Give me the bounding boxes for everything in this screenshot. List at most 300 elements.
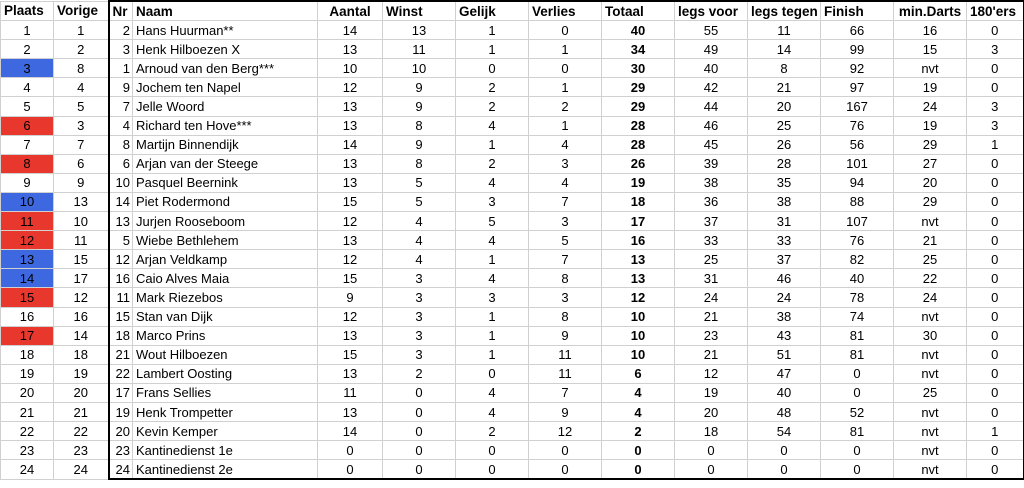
cell-vorige: 5: [54, 97, 109, 116]
cell-legs-voor: 49: [675, 40, 748, 59]
cell-180ers: 0: [967, 59, 1024, 78]
table-row: [1, 345, 1024, 364]
cell-vorige: 1: [54, 21, 109, 40]
cell-plaats: 2: [1, 40, 54, 59]
cell-finish: 92: [821, 59, 894, 78]
cell-gelijk: 1: [456, 250, 529, 269]
cell-plaats: 23: [1, 441, 54, 460]
cell-legs-tegen: 33: [748, 231, 821, 250]
cell-totaal: 18: [602, 192, 675, 211]
cell-vorige: 12: [54, 288, 109, 307]
cell-aantal: 12: [318, 78, 383, 97]
cell-nr: 16: [109, 269, 133, 288]
cell-vorige: 19: [54, 364, 109, 383]
cell-winst: 11: [383, 40, 456, 59]
cell-finish: 81: [821, 422, 894, 441]
cell-180ers: 3: [967, 40, 1024, 59]
cell-min-darts: nvt: [894, 441, 967, 460]
cell-winst: 4: [383, 250, 456, 269]
cell-min-darts: 24: [894, 288, 967, 307]
cell-finish: 97: [821, 78, 894, 97]
cell-legs-tegen: 48: [748, 402, 821, 421]
cell-legs-tegen: 51: [748, 345, 821, 364]
cell-verlies: 3: [529, 288, 602, 307]
cell-totaal: 12: [602, 288, 675, 307]
cell-finish: 78: [821, 288, 894, 307]
cell-vorige: 6: [54, 154, 109, 173]
table-row: [1, 21, 1024, 40]
cell-naam: Wiebe Bethlehem: [133, 231, 318, 250]
header-finish: Finish: [821, 1, 894, 21]
cell-plaats: 9: [1, 173, 54, 192]
cell-180ers: 1: [967, 135, 1024, 154]
cell-nr: 6: [109, 154, 133, 173]
cell-nr: 19: [109, 402, 133, 421]
cell-180ers: 0: [967, 154, 1024, 173]
cell-min-darts: nvt: [894, 402, 967, 421]
cell-legs-tegen: 54: [748, 422, 821, 441]
cell-totaal: 28: [602, 135, 675, 154]
cell-180ers: 0: [967, 441, 1024, 460]
cell-verlies: 1: [529, 116, 602, 135]
cell-legs-tegen: 35: [748, 173, 821, 192]
header-legs-voor: legs voor: [675, 1, 748, 21]
cell-verlies: 8: [529, 307, 602, 326]
cell-legs-voor: 39: [675, 154, 748, 173]
cell-gelijk: 0: [456, 441, 529, 460]
cell-naam: Mark Riezebos: [133, 288, 318, 307]
cell-plaats: 5: [1, 97, 54, 116]
cell-min-darts: nvt: [894, 364, 967, 383]
cell-aantal: 14: [318, 21, 383, 40]
cell-legs-voor: 31: [675, 269, 748, 288]
cell-totaal: 40: [602, 21, 675, 40]
cell-min-darts: 24: [894, 97, 967, 116]
cell-legs-tegen: 38: [748, 307, 821, 326]
cell-finish: 0: [821, 460, 894, 480]
cell-nr: 18: [109, 326, 133, 345]
cell-aantal: 9: [318, 288, 383, 307]
cell-180ers: 1: [967, 422, 1024, 441]
table-row: [1, 97, 1024, 116]
cell-min-darts: 25: [894, 383, 967, 402]
cell-finish: 74: [821, 307, 894, 326]
cell-winst: 10: [383, 59, 456, 78]
cell-plaats: 19: [1, 364, 54, 383]
cell-legs-tegen: 14: [748, 40, 821, 59]
cell-finish: 56: [821, 135, 894, 154]
cell-min-darts: nvt: [894, 212, 967, 231]
cell-winst: 0: [383, 441, 456, 460]
cell-legs-voor: 0: [675, 441, 748, 460]
cell-nr: 22: [109, 364, 133, 383]
cell-finish: 88: [821, 192, 894, 211]
cell-totaal: 29: [602, 78, 675, 97]
cell-finish: 82: [821, 250, 894, 269]
cell-verlies: 4: [529, 135, 602, 154]
cell-vorige: 9: [54, 173, 109, 192]
cell-plaats: 7: [1, 135, 54, 154]
cell-finish: 52: [821, 402, 894, 421]
cell-nr: 10: [109, 173, 133, 192]
cell-180ers: 0: [967, 288, 1024, 307]
cell-min-darts: nvt: [894, 345, 967, 364]
cell-gelijk: 2: [456, 78, 529, 97]
cell-finish: 0: [821, 383, 894, 402]
cell-totaal: 29: [602, 97, 675, 116]
table-row: [1, 173, 1024, 192]
cell-verlies: 2: [529, 97, 602, 116]
cell-min-darts: 22: [894, 269, 967, 288]
cell-legs-voor: 44: [675, 97, 748, 116]
cell-winst: 8: [383, 116, 456, 135]
table-row: [1, 78, 1024, 97]
table-row: [1, 402, 1024, 421]
cell-totaal: 4: [602, 383, 675, 402]
table-row: [1, 422, 1024, 441]
cell-legs-tegen: 8: [748, 59, 821, 78]
cell-legs-tegen: 43: [748, 326, 821, 345]
cell-verlies: 3: [529, 154, 602, 173]
cell-aantal: 13: [318, 173, 383, 192]
cell-legs-tegen: 40: [748, 383, 821, 402]
cell-legs-voor: 12: [675, 364, 748, 383]
header-legs-tegen: legs tegen: [748, 1, 821, 21]
cell-plaats: 24: [1, 460, 54, 480]
cell-legs-tegen: 26: [748, 135, 821, 154]
cell-verlies: 9: [529, 402, 602, 421]
cell-nr: 11: [109, 288, 133, 307]
cell-aantal: 15: [318, 345, 383, 364]
cell-min-darts: 29: [894, 192, 967, 211]
cell-nr: 5: [109, 231, 133, 250]
cell-verlies: 12: [529, 422, 602, 441]
cell-legs-voor: 40: [675, 59, 748, 78]
cell-legs-tegen: 28: [748, 154, 821, 173]
cell-nr: 3: [109, 40, 133, 59]
cell-vorige: 20: [54, 383, 109, 402]
cell-naam: Henk Trompetter: [133, 402, 318, 421]
cell-180ers: 0: [967, 364, 1024, 383]
table-row: [1, 116, 1024, 135]
cell-totaal: 13: [602, 250, 675, 269]
cell-legs-voor: 42: [675, 78, 748, 97]
header-180ers: 180'ers: [967, 1, 1024, 21]
cell-180ers: 3: [967, 116, 1024, 135]
cell-aantal: 13: [318, 40, 383, 59]
cell-totaal: 26: [602, 154, 675, 173]
cell-min-darts: nvt: [894, 422, 967, 441]
cell-totaal: 0: [602, 441, 675, 460]
header-min-darts: min.Darts: [894, 1, 967, 21]
cell-vorige: 11: [54, 231, 109, 250]
cell-aantal: 12: [318, 307, 383, 326]
cell-winst: 0: [383, 422, 456, 441]
cell-180ers: 3: [967, 97, 1024, 116]
cell-min-darts: 19: [894, 78, 967, 97]
cell-vorige: 18: [54, 345, 109, 364]
cell-totaal: 16: [602, 231, 675, 250]
cell-verlies: 7: [529, 383, 602, 402]
cell-naam: Marco Prins: [133, 326, 318, 345]
cell-totaal: 19: [602, 173, 675, 192]
cell-gelijk: 0: [456, 364, 529, 383]
cell-gelijk: 1: [456, 307, 529, 326]
cell-verlies: 11: [529, 364, 602, 383]
cell-legs-tegen: 37: [748, 250, 821, 269]
cell-naam: Arjan Veldkamp: [133, 250, 318, 269]
cell-vorige: 14: [54, 326, 109, 345]
cell-naam: Arnoud van den Berg***: [133, 59, 318, 78]
cell-aantal: 13: [318, 154, 383, 173]
cell-aantal: 14: [318, 135, 383, 154]
cell-180ers: 0: [967, 192, 1024, 211]
cell-vorige: 21: [54, 402, 109, 421]
cell-plaats: 17: [1, 326, 54, 345]
cell-gelijk: 2: [456, 422, 529, 441]
cell-naam: Kantinedienst 1e: [133, 441, 318, 460]
cell-gelijk: 4: [456, 116, 529, 135]
cell-finish: 81: [821, 345, 894, 364]
cell-verlies: 0: [529, 59, 602, 78]
cell-verlies: 7: [529, 192, 602, 211]
cell-totaal: 28: [602, 116, 675, 135]
cell-min-darts: nvt: [894, 460, 967, 480]
cell-vorige: 8: [54, 59, 109, 78]
cell-gelijk: 2: [456, 97, 529, 116]
cell-legs-tegen: 38: [748, 192, 821, 211]
cell-totaal: 4: [602, 402, 675, 421]
cell-winst: 3: [383, 326, 456, 345]
cell-nr: 2: [109, 21, 133, 40]
table-row: [1, 40, 1024, 59]
cell-winst: 2: [383, 364, 456, 383]
header-verlies: Verlies: [529, 1, 602, 21]
cell-winst: 9: [383, 97, 456, 116]
cell-vorige: 13: [54, 192, 109, 211]
cell-naam: Hans Huurman**: [133, 21, 318, 40]
cell-legs-tegen: 0: [748, 460, 821, 480]
cell-aantal: 0: [318, 460, 383, 480]
cell-totaal: 13: [602, 269, 675, 288]
cell-finish: 81: [821, 326, 894, 345]
cell-naam: Arjan van der Steege: [133, 154, 318, 173]
cell-legs-voor: 20: [675, 402, 748, 421]
header-row: [1, 1, 1024, 21]
header-plaats: Plaats: [1, 1, 54, 21]
cell-aantal: 13: [318, 116, 383, 135]
cell-gelijk: 0: [456, 59, 529, 78]
cell-winst: 8: [383, 154, 456, 173]
cell-finish: 94: [821, 173, 894, 192]
cell-min-darts: 30: [894, 326, 967, 345]
cell-nr: 12: [109, 250, 133, 269]
cell-legs-tegen: 46: [748, 269, 821, 288]
cell-winst: 4: [383, 231, 456, 250]
header-totaal: Totaal: [602, 1, 675, 21]
cell-legs-tegen: 21: [748, 78, 821, 97]
table-row: [1, 250, 1024, 269]
cell-winst: 0: [383, 460, 456, 480]
cell-legs-voor: 23: [675, 326, 748, 345]
table-row: [1, 59, 1024, 78]
cell-vorige: 3: [54, 116, 109, 135]
cell-aantal: 15: [318, 192, 383, 211]
cell-nr: 4: [109, 116, 133, 135]
cell-180ers: 0: [967, 269, 1024, 288]
cell-vorige: 22: [54, 422, 109, 441]
cell-plaats: 12: [1, 231, 54, 250]
cell-plaats: 3: [1, 59, 54, 78]
table-body: [1, 21, 1024, 480]
cell-plaats: 10: [1, 192, 54, 211]
header-naam: Naam: [133, 1, 318, 21]
cell-naam: Martijn Binnendijk: [133, 135, 318, 154]
table-row: [1, 383, 1024, 402]
cell-totaal: 0: [602, 460, 675, 480]
table-row: [1, 307, 1024, 326]
cell-plaats: 16: [1, 307, 54, 326]
cell-nr: 15: [109, 307, 133, 326]
header-nr: Nr: [109, 1, 133, 21]
cell-totaal: 10: [602, 326, 675, 345]
cell-gelijk: 4: [456, 173, 529, 192]
cell-plaats: 13: [1, 250, 54, 269]
cell-gelijk: 1: [456, 345, 529, 364]
cell-nr: 24: [109, 460, 133, 480]
cell-nr: 14: [109, 192, 133, 211]
cell-totaal: 6: [602, 364, 675, 383]
cell-plaats: 4: [1, 78, 54, 97]
cell-nr: 13: [109, 212, 133, 231]
cell-180ers: 0: [967, 212, 1024, 231]
cell-vorige: 7: [54, 135, 109, 154]
cell-naam: Piet Rodermond: [133, 192, 318, 211]
cell-gelijk: 3: [456, 192, 529, 211]
cell-min-darts: 27: [894, 154, 967, 173]
cell-aantal: 10: [318, 59, 383, 78]
cell-legs-voor: 25: [675, 250, 748, 269]
cell-winst: 0: [383, 383, 456, 402]
cell-finish: 107: [821, 212, 894, 231]
cell-winst: 5: [383, 173, 456, 192]
cell-totaal: 10: [602, 345, 675, 364]
cell-180ers: 0: [967, 402, 1024, 421]
cell-legs-tegen: 0: [748, 441, 821, 460]
cell-totaal: 2: [602, 422, 675, 441]
cell-gelijk: 2: [456, 154, 529, 173]
table-row: [1, 269, 1024, 288]
cell-legs-voor: 18: [675, 422, 748, 441]
cell-verlies: 0: [529, 460, 602, 480]
table-row: [1, 288, 1024, 307]
cell-180ers: 0: [967, 307, 1024, 326]
cell-gelijk: 4: [456, 231, 529, 250]
cell-plaats: 1: [1, 21, 54, 40]
cell-gelijk: 4: [456, 383, 529, 402]
cell-legs-voor: 37: [675, 212, 748, 231]
cell-naam: Caio Alves Maia: [133, 269, 318, 288]
cell-nr: 9: [109, 78, 133, 97]
cell-winst: 4: [383, 212, 456, 231]
cell-verlies: 8: [529, 269, 602, 288]
table-row: [1, 460, 1024, 480]
cell-aantal: 14: [318, 422, 383, 441]
cell-180ers: 0: [967, 326, 1024, 345]
cell-totaal: 17: [602, 212, 675, 231]
cell-naam: Stan van Dijk: [133, 307, 318, 326]
cell-legs-tegen: 24: [748, 288, 821, 307]
cell-legs-voor: 21: [675, 345, 748, 364]
cell-plaats: 11: [1, 212, 54, 231]
cell-legs-voor: 38: [675, 173, 748, 192]
cell-legs-tegen: 11: [748, 21, 821, 40]
cell-finish: 40: [821, 269, 894, 288]
cell-finish: 66: [821, 21, 894, 40]
cell-180ers: 0: [967, 173, 1024, 192]
cell-verlies: 0: [529, 21, 602, 40]
cell-gelijk: 5: [456, 212, 529, 231]
cell-aantal: 13: [318, 231, 383, 250]
cell-verlies: 11: [529, 345, 602, 364]
cell-nr: 7: [109, 97, 133, 116]
cell-aantal: 13: [318, 364, 383, 383]
cell-vorige: 17: [54, 269, 109, 288]
cell-nr: 23: [109, 441, 133, 460]
cell-plaats: 18: [1, 345, 54, 364]
cell-180ers: 0: [967, 460, 1024, 480]
cell-aantal: 13: [318, 326, 383, 345]
cell-min-darts: 29: [894, 135, 967, 154]
cell-vorige: 4: [54, 78, 109, 97]
cell-nr: 1: [109, 59, 133, 78]
cell-legs-tegen: 31: [748, 212, 821, 231]
cell-naam: Jochem ten Napel: [133, 78, 318, 97]
cell-legs-voor: 46: [675, 116, 748, 135]
cell-legs-voor: 45: [675, 135, 748, 154]
cell-finish: 99: [821, 40, 894, 59]
cell-naam: Henk Hilboezen X: [133, 40, 318, 59]
cell-aantal: 13: [318, 402, 383, 421]
cell-finish: 76: [821, 231, 894, 250]
cell-verlies: 9: [529, 326, 602, 345]
cell-naam: Frans Sellies: [133, 383, 318, 402]
cell-legs-voor: 0: [675, 460, 748, 480]
cell-naam: Kevin Kemper: [133, 422, 318, 441]
cell-aantal: 12: [318, 212, 383, 231]
table-row: [1, 212, 1024, 231]
cell-nr: 17: [109, 383, 133, 402]
cell-legs-voor: 24: [675, 288, 748, 307]
table-row: [1, 231, 1024, 250]
cell-plaats: 20: [1, 383, 54, 402]
cell-verlies: 4: [529, 173, 602, 192]
cell-verlies: 1: [529, 40, 602, 59]
cell-nr: 21: [109, 345, 133, 364]
table-row: [1, 441, 1024, 460]
header-vorige: Vorige: [54, 1, 109, 21]
cell-winst: 13: [383, 21, 456, 40]
cell-vorige: 24: [54, 460, 109, 480]
cell-aantal: 12: [318, 250, 383, 269]
table-row: [1, 326, 1024, 345]
cell-legs-voor: 19: [675, 383, 748, 402]
cell-winst: 9: [383, 78, 456, 97]
cell-aantal: 15: [318, 269, 383, 288]
cell-aantal: 0: [318, 441, 383, 460]
table-row: [1, 364, 1024, 383]
header-aantal: Aantal: [318, 1, 383, 21]
